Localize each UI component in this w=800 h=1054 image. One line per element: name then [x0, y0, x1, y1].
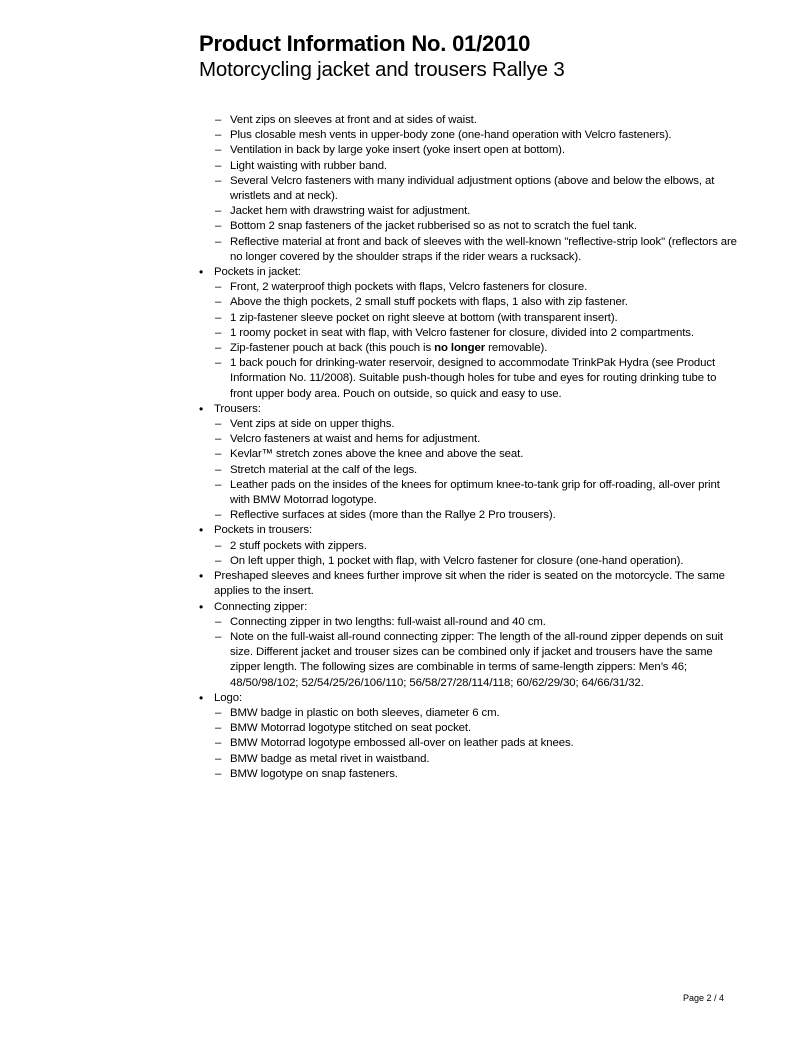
dash-list-item — [199, 463, 739, 478]
dash-marker: – — [215, 235, 222, 248]
dash-marker: – — [215, 463, 222, 476]
dash-list-item — [199, 159, 739, 174]
dash-marker: – — [215, 630, 222, 643]
list-item-text: Stretch material at the calf of the legs. — [230, 463, 418, 476]
dash-list-item — [199, 721, 739, 736]
list-item-text: On left upper thigh, 1 pocket with flap, with Velcro fastener for closure (one-hand operation). — [230, 554, 684, 567]
list-item-text: Note on the full-waist all-round connecting zipper: The length of the all-round zipper depends on suit size. Different jacket and trouser sizes can be combined only if jacket and trousers have the same zipper length. The following sizes are combinable in terms of same-length zippers: Men’s 46; 48/50/98/102; 52/54/25/26/106/110; 56/58/27/28/114/118; 60/62/29/30; 64/66/31/32. — [230, 630, 723, 689]
list-item-text: BMW badge as metal rivet in waistband. — [230, 752, 430, 765]
dash-marker: – — [215, 509, 222, 522]
dash-marker: – — [215, 554, 222, 567]
list-item-text: Bottom 2 snap fasteners of the jacket rubberised so as not to scratch the fuel tank. — [230, 220, 637, 233]
dash-list-item — [199, 235, 739, 265]
list-item-text: Plus closable mesh vents in upper-body zone (one-hand operation with Velcro fasteners). — [230, 129, 672, 142]
dash-marker: – — [215, 220, 222, 233]
bullet-marker: • — [199, 523, 204, 538]
dash-marker: – — [215, 114, 222, 126]
dash-list-item — [199, 280, 739, 295]
bold-text-segment: no longer — [434, 342, 486, 355]
bullet-marker: • — [199, 265, 204, 280]
list-item-text: Light waisting with rubber band. — [230, 159, 387, 172]
dash-marker: – — [215, 326, 222, 339]
text-segment: removable). — [485, 342, 548, 355]
dash-marker: – — [215, 706, 222, 719]
list-item-text: Above the thigh pockets, 2 small stuff pockets with flaps, 1 also with zip fastener. — [230, 296, 628, 309]
list-item-text: Preshaped sleeves and knees further improve sit when the rider is seated on the motorcycle. The same applies to the insert. — [214, 570, 725, 598]
list-item-text: Logo: — [214, 691, 243, 704]
list-item-text: Reflective surfaces at sides (more than the Rallye 2 Pro trousers). — [230, 509, 556, 522]
bullet-marker: • — [199, 401, 204, 416]
dash-list-item — [199, 219, 739, 234]
list-item-text: 1 zip-fastener sleeve pocket on right sleeve at bottom (with transparent insert). — [230, 311, 618, 324]
dash-marker: – — [215, 129, 222, 142]
list-item-text: Jacket hem with drawstring waist for adjustment. — [230, 205, 471, 218]
dash-list-item — [199, 356, 739, 402]
list-item-text: BMW Motorrad logotype embossed all-over on leather pads at knees. — [230, 737, 574, 750]
list-item-text: 1 back pouch for drinking-water reservoir, designed to accommodate TrinkPak Hydra (see Product Information No. 11/2008). Suitable push-though holes for tube and eyes for routing drinking tube to front upper body area. Pouch on outside, so quick and easy to use. — [230, 357, 717, 400]
dash-marker: – — [215, 433, 222, 446]
list-item-text: Ventilation in back by large yoke insert (yoke insert open at bottom). — [230, 144, 565, 157]
dash-list-item — [199, 447, 739, 462]
dash-marker: – — [215, 767, 222, 780]
dash-marker: – — [215, 311, 222, 324]
dash-list-item — [199, 326, 739, 341]
dash-marker: – — [215, 144, 222, 157]
list-item-text: Kevlar™ stretch zones above the knee and above the seat. — [230, 448, 524, 461]
list-item-text: BMW logotype on snap fasteners. — [230, 767, 398, 780]
list-item-text: Several Velcro fasteners with many individual adjustment options (above and below the elbows, at wristlets and at neck). — [230, 174, 715, 203]
list-item-text — [230, 342, 547, 354]
bullet-list-item — [199, 402, 739, 417]
bullet-list-item — [199, 523, 739, 538]
bullet-list-item — [199, 691, 739, 706]
list-item-text: Velcro fasteners at waist and hems for adjustment. — [230, 433, 481, 446]
list-item-text: Vent zips at side on upper thighs. — [230, 418, 395, 431]
dash-list-item — [199, 143, 739, 158]
dash-marker: – — [215, 752, 222, 765]
bullet-marker: • — [199, 599, 204, 614]
dash-list-item — [199, 478, 739, 508]
dash-list-item — [199, 508, 739, 523]
dash-list-item — [199, 341, 739, 356]
dash-list-item — [199, 736, 739, 751]
list-item-text: Reflective material at front and back of sleeves with the well-known "reflective-strip look" (reflectors are no longer covered by the shoulder straps if the rider wears a rucksack). — [230, 235, 737, 263]
dash-marker: – — [215, 418, 222, 431]
text-segment: Zip-fastener pouch at back (this pouch is — [230, 342, 435, 355]
document-body — [199, 113, 739, 782]
bullet-list-item — [199, 265, 739, 280]
list-item-text: Front, 2 waterproof thigh pockets with flaps, Velcro fasteners for closure. — [230, 281, 588, 294]
bullet-marker: • — [199, 569, 204, 584]
page-number: Page 2 / 4 — [683, 993, 725, 1003]
dash-marker: – — [215, 722, 222, 735]
dash-list-item — [199, 204, 739, 219]
document-title: Product Information No. 01/2010 — [199, 31, 531, 56]
document-header — [199, 31, 759, 83]
list-item-text: BMW badge in plastic on both sleeves, diameter 6 cm. — [230, 706, 500, 719]
dash-marker: – — [215, 159, 222, 172]
dash-list-item — [199, 311, 739, 326]
dash-list-item — [199, 752, 739, 767]
dash-list-item — [199, 706, 739, 721]
list-item-text: Vent zips on sleeves at front and at sides of waist. — [230, 114, 477, 126]
dash-marker: – — [215, 539, 222, 552]
list-item-text: BMW Motorrad logotype stitched on seat pocket. — [230, 722, 472, 735]
dash-list-item — [199, 174, 739, 204]
list-item-text: 2 stuff pockets with zippers. — [230, 539, 367, 552]
list-item-text: Trousers: — [214, 402, 261, 415]
list-item-text: Pockets in trousers: — [214, 524, 313, 537]
dash-list-item — [199, 539, 739, 554]
dash-marker: – — [215, 737, 222, 750]
list-item-text: Leather pads on the insides of the knees for optimum knee-to-tank grip for off-roading, all-over print with BMW Motorrad logotype. — [230, 478, 720, 507]
dash-list-item — [199, 554, 739, 569]
dash-list-item — [199, 432, 739, 447]
list-item-text: 1 roomy pocket in seat with flap, with Velcro fastener for closure, divided into 2 compartments. — [230, 326, 694, 339]
dash-marker: – — [215, 448, 222, 461]
bullet-list-item — [199, 569, 739, 599]
dash-marker: – — [215, 357, 222, 370]
list-item-text: Pockets in jacket: — [214, 266, 301, 279]
dash-marker: – — [215, 615, 222, 628]
dash-list-item — [199, 113, 739, 128]
dash-list-item — [199, 630, 739, 691]
list-item-text: Connecting zipper: — [214, 600, 308, 613]
dash-list-item — [199, 615, 739, 630]
dash-marker: – — [215, 281, 222, 294]
document-subtitle: Motorcycling jacket and trousers Rallye 3 — [199, 58, 565, 81]
bullet-marker: • — [199, 690, 204, 705]
bullet-list-item — [199, 600, 739, 615]
dash-marker: – — [215, 174, 222, 187]
dash-marker: – — [215, 478, 222, 491]
dash-list-item — [199, 128, 739, 143]
dash-marker: – — [215, 205, 222, 218]
dash-list-item — [199, 767, 739, 782]
dash-marker: – — [215, 342, 222, 355]
dash-marker: – — [215, 296, 222, 309]
list-item-text: Connecting zipper in two lengths: full-waist all-round and 40 cm. — [230, 615, 546, 628]
dash-list-item — [199, 295, 739, 310]
dash-list-item — [199, 417, 739, 432]
